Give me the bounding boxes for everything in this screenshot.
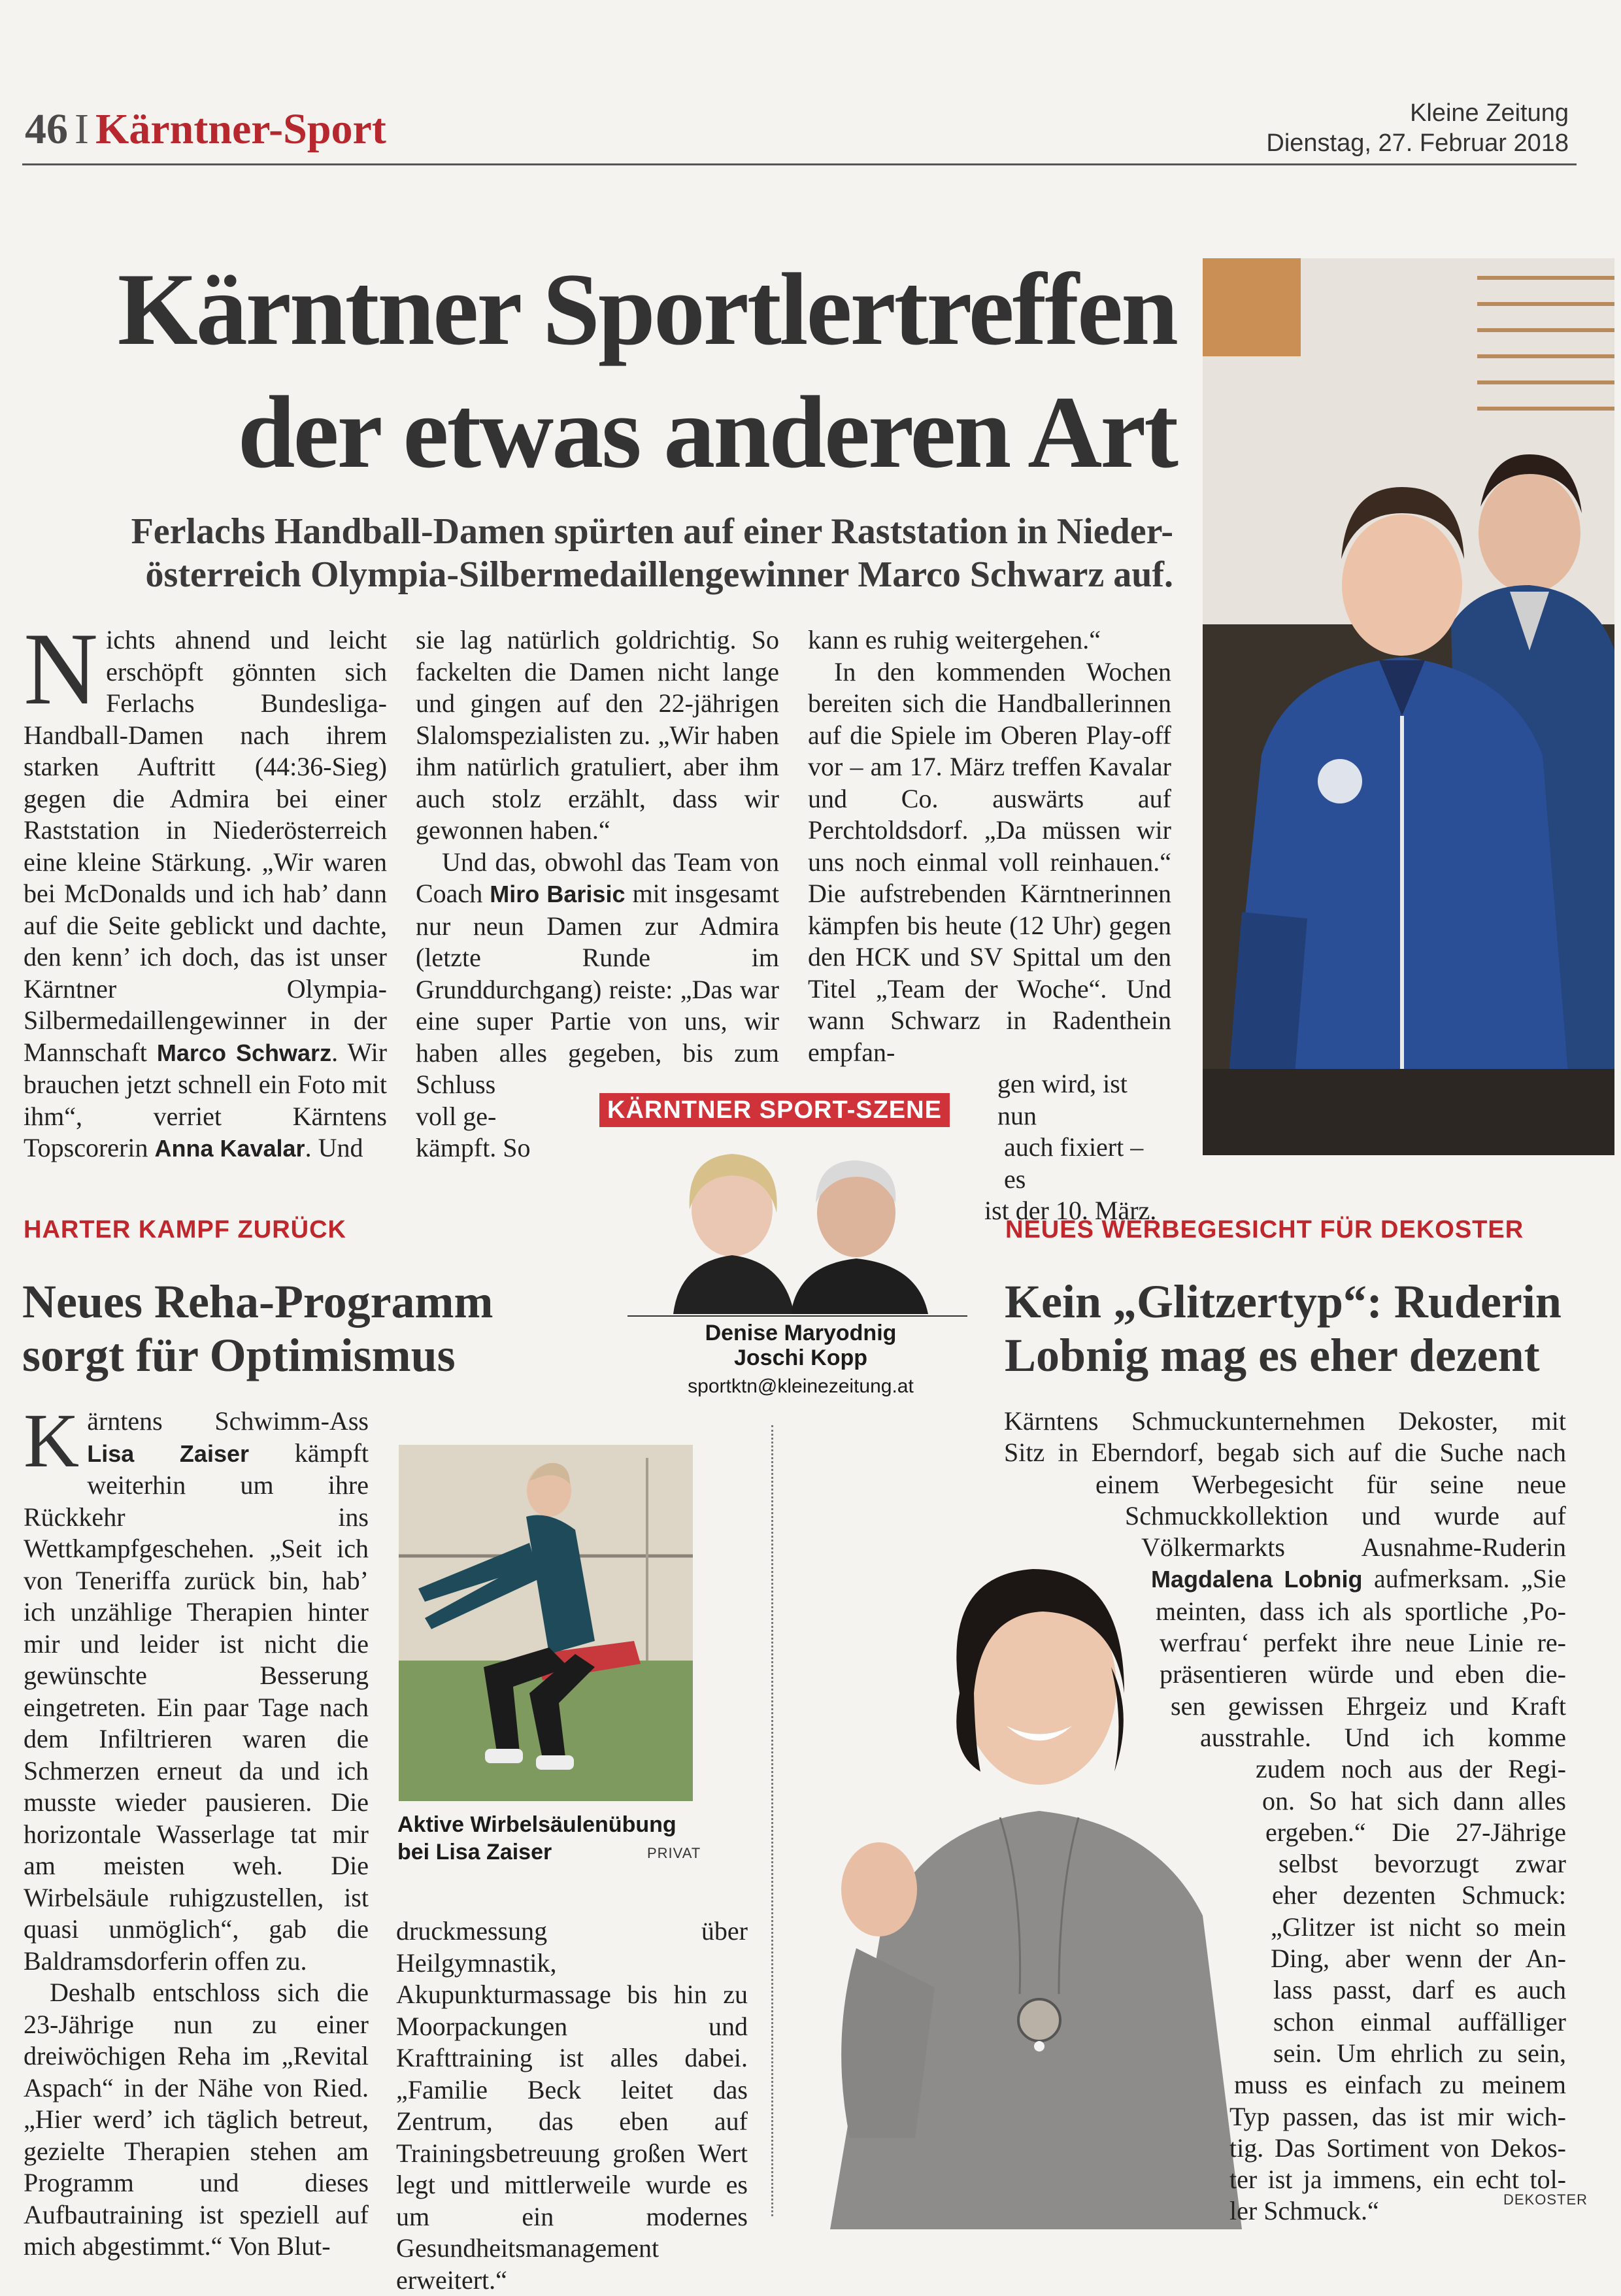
- text-run: . Wir brauchen jetzt schnell ein Foto mit ihm“, verriet Kärntens Topscorerin: [24, 1037, 388, 1162]
- text-line: schon einmal auffälliger: [1273, 2006, 1566, 2036]
- text-line: Sitz in Eberndorf, begab sich auf die Suche nach: [1004, 1438, 1566, 1468]
- main-column-1: [24, 612, 388, 1165]
- text-line: gen wird, ist nun: [997, 1069, 1128, 1130]
- text-line: präsentieren würde und eben die-: [1160, 1659, 1566, 1689]
- headline-line-2: sorgt für Optimismus: [22, 1329, 456, 1381]
- text-line: ter ist ja immens, ein echt tol-: [1229, 2165, 1566, 2195]
- author-email[interactable]: sportktn@kleinezeitung.at: [688, 1376, 914, 1397]
- photo-credit: PRIVAT: [647, 1845, 701, 1861]
- author-rule: [627, 1315, 967, 1317]
- author-name-1: Denise Maryodnig: [705, 1321, 897, 1345]
- text-run: ärntens Schwimm-Ass: [87, 1406, 369, 1436]
- author-portraits-image: [621, 1138, 974, 1314]
- section-title: Kärntner-Sport: [95, 105, 386, 153]
- main-paragraph-2: sie lag natürlich goldrichtig. So fackelten die Damen nicht lange und gingen auf den 22-jährigen Slalomspezialisten zu. „Wir haben ihm natürlich gratuliert, aber ihm auch stolz erzählt, dass wir gewonnen haben.“: [416, 625, 779, 845]
- text-line: lass passt, darf es auch: [1273, 1975, 1566, 2005]
- person-name: Anna Kavalar: [154, 1135, 305, 1162]
- main-paragraph-5: In den kommenden Wochen bereiten sich die Handballerinnen auf die Spiele im Oberen Play-off vor – am 17. März treffen Kavalar und Co. auswärts auf Perchtoldsdorf. „Da müssen wir uns noch einmal voll reinhauen.“ Die aufstrebenden Kärntnerinnen kämpfen bis heute (12 Uhr) gegen den HCK und SV Spittal um den Titel „Team der Woche“. Und wann Schwarz in Radenthein empfan-: [808, 656, 1171, 1067]
- newspaper-name: Kleine Zeitung: [1410, 99, 1569, 127]
- column-divider: [771, 1425, 773, 2216]
- caption-line-2: bei Lisa Zaiser: [397, 1840, 552, 1865]
- text-line: zudem noch aus der Regi-: [1256, 1754, 1566, 1784]
- author-portraits: [621, 1138, 974, 1314]
- kicker-werbegesicht: NEUES WERBEGESICHT FÜR DEKOSTER: [1005, 1216, 1524, 1243]
- headline-line-1: Kärntner Sportlertreffen: [117, 252, 1177, 367]
- person-name: Miro Barisic: [490, 881, 626, 907]
- reha-paragraph-3: druckmessung über Heilgymnastik, Akupunkturmassage bis hin zu Moorpackungen und Krafttraining ist alles dabei. „Familie Beck leitet das Zentrum, das eben auf Trainingsbetreuung großen Wert legt und mittlerweile wurde es um ein modernes Gesundheitsmanagement erweitert.“: [396, 1916, 748, 2295]
- text-line: auch fixiert – es: [1004, 1132, 1144, 1194]
- headline-line-1: Neues Reha-Programm: [22, 1275, 493, 1328]
- text-line: on. So hat sich dann alles: [1262, 1785, 1566, 1815]
- text-line: einem Werbegesicht für seine neue: [1095, 1469, 1566, 1499]
- subhead-line-2: österreich Olympia-Silbermedaillengewinner Marco Schwarz auf.: [145, 554, 1173, 595]
- text-line: werfrau‘ perfekt ihre neue Linie re-: [1160, 1628, 1566, 1658]
- page-separator: I: [75, 105, 89, 153]
- text-run: Und das, obwohl das Team von Coach: [416, 847, 779, 908]
- text-line: Völkermarkts Ausnahme-Ruderin: [1141, 1532, 1566, 1562]
- text-run: aufmerksam. „Sie: [1362, 1564, 1566, 1594]
- person-name: Marco Schwarz: [156, 1039, 332, 1066]
- author-names: [614, 1321, 987, 1370]
- text-line: „Glitzer ist nicht so mein: [1271, 1912, 1566, 1942]
- text-line: Schmuckkollektion und wurde auf: [1125, 1500, 1566, 1530]
- reha-column-2: [396, 1916, 748, 2296]
- photo-credit: DEKOSTER: [1503, 2191, 1588, 2208]
- text-line: voll ge-: [416, 1101, 497, 1131]
- drop-cap: K: [24, 1398, 80, 1483]
- handball-players-image: [1203, 258, 1614, 1155]
- caption-line-1: Aktive Wirbelsäulenübung: [397, 1812, 677, 1837]
- header-rule: [22, 163, 1577, 165]
- text-line: Typ passen, das ist mir wich-: [1229, 2101, 1566, 2131]
- page-number: [25, 105, 386, 154]
- lobnig-text: [1004, 1406, 1566, 2227]
- text-run: . Und: [305, 1133, 363, 1162]
- person-name: Lisa Zaiser: [87, 1440, 250, 1467]
- text-line: muss es einfach zu meinem: [1234, 2070, 1566, 2100]
- author-name-2: Joschi Kopp: [733, 1345, 868, 1370]
- text-line: sen gewissen Ehrgeiz und Kraft: [1171, 1691, 1566, 1721]
- text-line: ist der 10. März.: [984, 1196, 1157, 1225]
- text-line: meinten, dass ich als sportliche ‚Po-: [1156, 1596, 1566, 1626]
- text-line: ergeben.“ Die 27-Jährige: [1265, 1817, 1566, 1847]
- main-headline: [26, 248, 1177, 494]
- main-paragraph-4: kann es ruhig weitergehen.“: [808, 625, 1101, 654]
- text-run: mit insgesamt nur neun Damen zur Admira (letzte Runde im Grunddurchgang) reiste: „Das war eine super Partie von uns, wir haben alles gegeben, bis zum Schluss: [416, 879, 779, 1099]
- handball-players-photo: [1203, 258, 1614, 1155]
- text-line: ler Schmuck.“: [1229, 2196, 1379, 2226]
- main-subhead: [26, 510, 1173, 596]
- column-badge: KÄRNTNER SPORT-SZENE: [599, 1093, 950, 1127]
- kicker-harter-kampf: HARTER KAMPF ZURÜCK: [24, 1216, 346, 1243]
- text-line: Ding, aber wenn der An-: [1271, 1944, 1566, 1974]
- page-number-value: 46: [25, 105, 68, 153]
- reha-headline: [22, 1275, 584, 1382]
- issue-date: Dienstag, 27. Februar 2018: [1266, 129, 1569, 157]
- text-line: [1004, 1563, 1566, 1595]
- text-line: sein. Um ehrlich zu sein,: [1273, 2038, 1566, 2068]
- text-line: eher dezenten Schmuck:: [1272, 1880, 1566, 1910]
- main-paragraph-1: [24, 612, 388, 1165]
- text-line: ausstrahle. Und ich komme: [1200, 1722, 1566, 1752]
- lobnig-headline: [1005, 1275, 1593, 1382]
- reha-paragraph-1: [24, 1398, 369, 1977]
- reha-paragraph-2: Deshalb entschloss sich die 23-Jährige nun zu einer dreiwöchigen Reha im „Revital Aspach“ in der Nähe von Ried. „Hier werd’ ich täglich betreut, gezielte Therapien stehen am Programm und dieses Aufbautraining ist speziell auf mich abgestimmt.“ Von Blut-: [24, 1978, 369, 2261]
- text-line: selbst bevorzugt zwar: [1278, 1849, 1566, 1879]
- text-line: kämpft. So: [416, 1133, 531, 1162]
- masthead: [1266, 98, 1569, 158]
- main-column-3: [808, 624, 1171, 1227]
- main-column-2: [416, 624, 779, 1164]
- text-line: tig. Das Sortiment von Dekos-: [1229, 2133, 1566, 2163]
- zaiser-exercise-image: [399, 1445, 693, 1801]
- subhead-line-1: Ferlachs Handball-Damen spürten auf einer Raststation in Nieder-: [131, 511, 1173, 552]
- main-paragraph-3: [416, 847, 779, 1101]
- zaiser-exercise-photo: [399, 1445, 693, 1801]
- person-name: Magdalena Lobnig: [1151, 1566, 1363, 1593]
- text-run: ichts ahnend und leicht erschöpft gönnten sich Ferlachs Bundesliga-Handball-Damen nach ihrem starken Auftritt (44:36-Sieg) gegen die Admira bei einer Raststation in Niederösterreich eine kleine Stärkung. „Wir waren bei McDonalds und ich hab’ dann auf die Seite geblickt und dachte, den kenn’ ich doch, das ist unser Kärntner Olympia-Silbermedaillengewinner in der Mannschaft: [24, 625, 387, 1067]
- drop-cap: N: [24, 612, 99, 726]
- headline-line-2: Lobnig mag es eher dezent: [1005, 1329, 1540, 1381]
- text-run: kämpft weiterhin um ihre Rückkehr ins Wettkampfgeschehen. „Seit ich von Teneriffa zurück bin, hab’ ich unzählige Therapien hinter mir und leider ist nicht die gewünschte Besserung eingetreten. Ein paar Tage nach dem Infiltrieren waren die Schmerzen erneut da und ich musste wieder pausieren. Die horizontale Wasserlage tat mir am meisten weh. Die Wirbelsäule ruhigzustellen, ist quasi unmöglich“, gab die Baldramsdorferin offen zu.: [24, 1438, 369, 1976]
- headline-line-1: Kein „Glitzertyp“: Ruderin: [1005, 1275, 1562, 1328]
- text-line: Kärntens Schmuckunternehmen Dekoster, mit: [1004, 1406, 1566, 1436]
- reha-column-1: [24, 1398, 369, 2263]
- headline-line-2: der etwas anderen Art: [237, 375, 1177, 490]
